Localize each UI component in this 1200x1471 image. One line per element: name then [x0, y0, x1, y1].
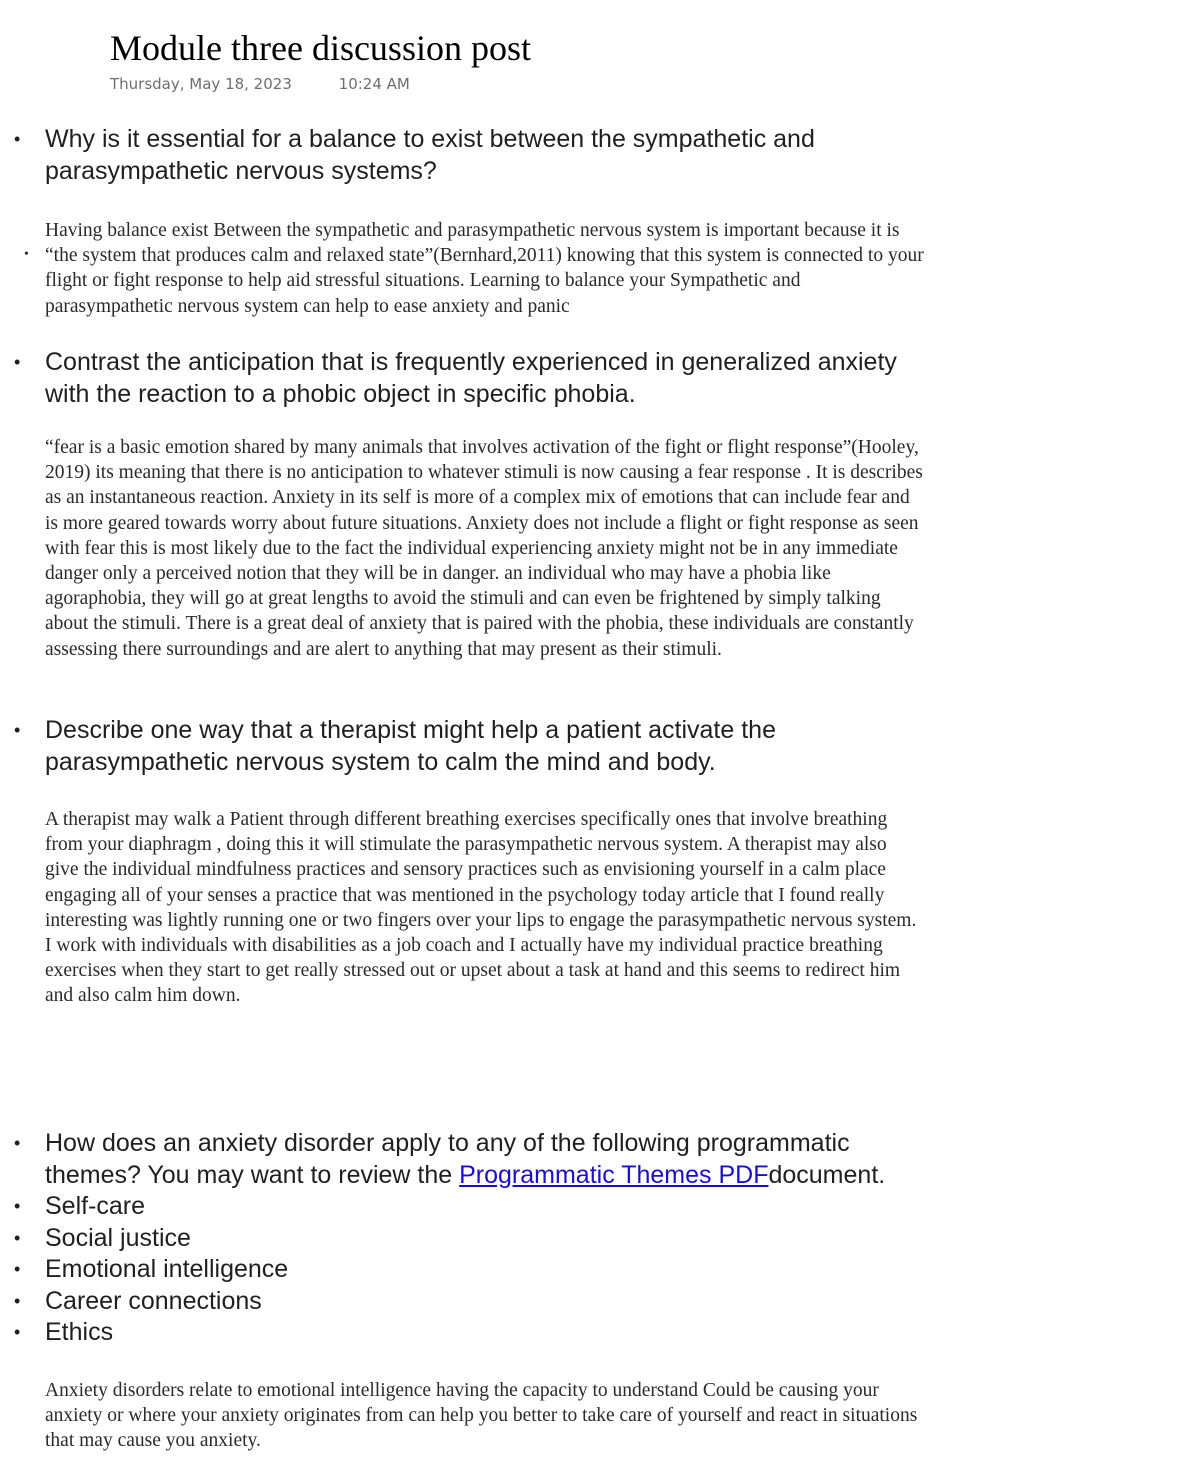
bullet-icon: •	[14, 1322, 21, 1342]
theme-label: Self-care	[45, 1192, 146, 1220]
bullet-icon: •	[14, 1227, 21, 1248]
question-list-3	[0, 715, 925, 778]
answer-text-4: Anxiety disorders relate to emotional intelligence having the capacity to understand Could be causing your anxiety or where your anxiety originates from can help you better to take care of yourself and react in situations that may cause you anxiety.	[45, 1380, 918, 1452]
bullet-icon: •	[14, 1196, 21, 1216]
theme-label: Ethics	[45, 1318, 114, 1346]
bullet-icon: •	[14, 1290, 21, 1311]
question-item-1	[0, 124, 925, 187]
theme-label: Career connections	[45, 1286, 262, 1315]
bullet-icon: •	[14, 129, 21, 149]
programmatic-themes-pdf-link[interactable]: Programmatic Themes PDF	[459, 1160, 769, 1189]
question-text-4-before: How does an anxiety disorder apply to any of the following programmatic themes? You may want to review the	[45, 1129, 850, 1189]
question-list-1	[0, 124, 925, 187]
theme-item	[0, 1191, 925, 1223]
theme-label: Social justice	[45, 1223, 191, 1252]
bullet-icon: •	[14, 720, 21, 740]
bullet-icon: •	[14, 1259, 21, 1279]
theme-item	[0, 1317, 925, 1349]
theme-item	[0, 1286, 925, 1318]
question-text-1: Why is it essential for a balance to exist between the sympathetic and parasympathetic nervous systems?	[45, 125, 815, 185]
small-bullet-icon: •	[24, 247, 29, 262]
answer-text-3: A therapist may walk a Patient through different breathing exercises specifically ones that involve breathing from your diaphragm , doing this it will stimulate the parasympathetic nervous system. A therapist may also give the individual mindfulness practices and sensory practices such as envisioning yourself in a calm place engaging all of your senses a practice that was mentioned in the psychology today article that I found really interesting was lightly running one or two fingers over your lips to engage the parasympathetic nervous system. I work with individuals with disabilities as a job coach and I actually have my individual practice breathing exercises when they start to get really stressed out or upset about a task at hand and this seems to redirect him and also calm him down.	[45, 809, 917, 1007]
page-timestamp	[110, 75, 410, 93]
question-item-3	[0, 715, 925, 778]
page-time: 10:24 AM	[338, 75, 410, 93]
question-text-4	[45, 1128, 925, 1191]
question-text-2: Contrast the anticipation that is frequently experienced in generalized anxiety with the reaction to a phobic object in specific phobia.	[45, 348, 897, 408]
theme-item	[0, 1223, 925, 1255]
question-item-4	[0, 1128, 925, 1191]
bullet-icon: •	[14, 352, 21, 372]
answer-text-2: “fear is a basic emotion shared by many animals that involves activation of the fight or flight response”(Hooley, 2019) its meaning that there is no anticipation to whatever stimuli is now causing a fear response . It is describes as an instantaneous reaction. Anxiety in its self is more of a complex mix of emotions that can include fear and is more geared towards worry about future situations. Anxiety does not include a flight or fight response as seen with fear this is most likely due to the fact the individual experiencing anxiety might not be in any immediate danger only a perceived notion that they will be in danger. an individual who may have a phobia like agoraphobia, they will go at great lengths to avoid the stimuli and can even be frightened by simply talking about the stimuli. There is a great deal of anxiety that is paired with the phobia, these individuals are constantly assessing there surroundings and are alert to anything that may present as their stimuli.	[45, 437, 923, 660]
theme-item	[0, 1254, 925, 1286]
page-title: Module three discussion post	[110, 28, 531, 68]
bullet-icon: •	[14, 1133, 21, 1153]
theme-label: Emotional intelligence	[45, 1255, 289, 1283]
question-item-2	[0, 347, 925, 410]
question-list-2	[0, 347, 925, 410]
question-text-4-after: document.	[768, 1160, 886, 1189]
question-list-4	[0, 1128, 925, 1349]
page-date: Thursday, May 18, 2023	[110, 75, 292, 93]
answer-text-1: Having balance exist Between the sympathetic and parasympathetic nervous system is important because it is “the system that produces calm and relaxed state”(Bernhard,2011) knowing that this system is connected to your flight or fight response to help aid stressful situations. Learning to balance your Sympathetic and parasympathetic nervous system can help to ease anxiety and panic	[45, 220, 924, 317]
question-text-3: Describe one way that a therapist might help a patient activate the parasympathetic nervous system to calm the mind and body.	[45, 716, 776, 776]
